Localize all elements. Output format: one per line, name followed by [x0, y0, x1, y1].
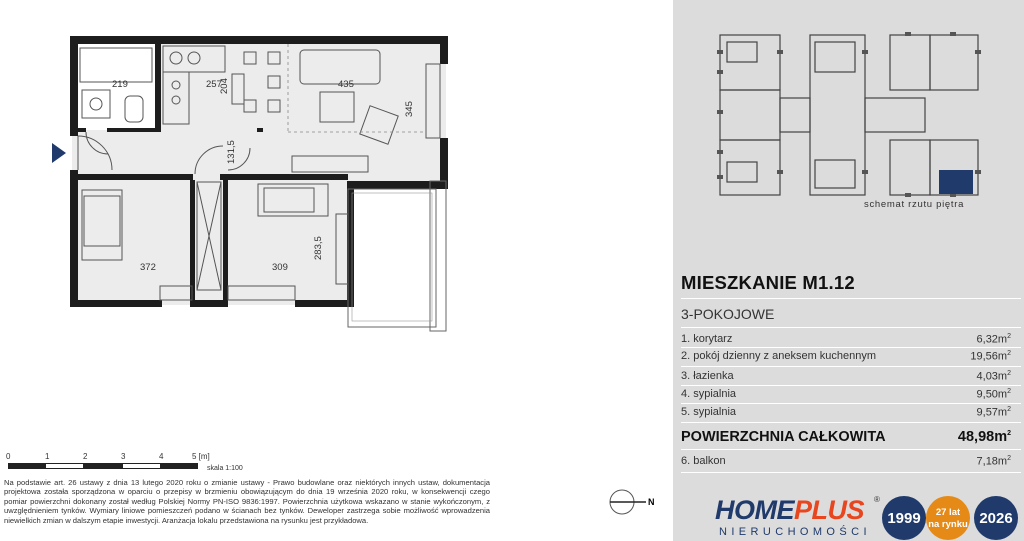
- scheme-caption: schemat rzutu piętra: [864, 199, 965, 210]
- divider: [681, 327, 1021, 328]
- scale-tick: 4: [159, 452, 164, 461]
- divider: [681, 449, 1021, 450]
- room-row: 5. sypialnia $9,57m^2$: [681, 406, 1011, 419]
- logo-subtitle: NIERUCHOMOŚCI: [719, 526, 871, 538]
- dim-bedroom2-width: 309: [272, 262, 288, 273]
- dim-kitchen-width: 257: [206, 79, 222, 90]
- scale-tick: 5 [m]: [192, 452, 210, 461]
- divider: [681, 422, 1021, 423]
- scale-tick: 0: [6, 452, 11, 461]
- room-area: 6,32m: [976, 333, 1008, 346]
- scale-label: skala 1:100: [207, 465, 243, 472]
- badge-current: 2026: [974, 496, 1018, 540]
- room-name: 3. łazienka: [681, 370, 734, 382]
- dim-living-depth: 345: [404, 101, 415, 117]
- dim-bedroom2-depth: 283,5: [313, 236, 324, 260]
- room-row: 4. sypialnia $9,50m^2$: [681, 388, 1011, 401]
- homeplus-logo: HOMEPLUS ® NIERUCHOMOŚCI: [715, 495, 880, 538]
- divider: [681, 403, 1021, 404]
- badge-since: 1999: [882, 496, 926, 540]
- dim-living-width: 435: [338, 79, 354, 90]
- total-area-row: POWIERZCHNIA CAŁKOWITA $48,98m^2$: [681, 429, 1011, 445]
- balcony-name: 6. balkon: [681, 455, 726, 467]
- divider: [681, 347, 1021, 348]
- legal-note: Na podstawie art. 26 ustawy z dnia 13 lutego 2020 roku o zmianie ustawy - Prawo budowlane oraz niektórych innych ustaw, dokumentacja projektowa została sporządzona w oparciu o przepisy w brzmieniu obowiązującym do dnia 19 września 2020 roku, w konsekwencji czego pomiar powierzchni dokonany został według Polskiej Normy PN-ISO 9836:1997. Powierzchnia użytkowa wskazano w stanie wykończonym, z uwzględnieniem tynków. Wymiary liniowe pomieszczeń podano w ścianach bez tynków. Deweloper zastrzega sobie możliwość wprowadzenia niewielkich zmian w dalszym etapie inwestycji. Aranżacja lokalu przedstawiona na rysunku jest przykładowa.: [4, 478, 490, 525]
- room-row: 3. łazienka $4,03m^2$: [681, 370, 1011, 383]
- dim-hall-length: 131,5: [226, 140, 237, 164]
- room-name: 5. sypialnia: [681, 406, 737, 418]
- badge-years: 27 lat na rynku: [926, 496, 970, 540]
- scale-tick: 2: [83, 452, 88, 461]
- divider: [681, 472, 1021, 473]
- dim-bathroom-width: 219: [112, 79, 128, 90]
- divider: [681, 366, 1021, 367]
- room-name: 2. pokój dzienny z aneksem kuchennym: [681, 350, 877, 362]
- scale-tick: 3: [121, 452, 126, 461]
- highlighted-unit: [939, 170, 973, 194]
- total-area: 48,98m: [957, 429, 1008, 445]
- divider: [681, 385, 1021, 386]
- apartment-type: 3-POKOJOWE: [681, 306, 775, 322]
- north-label: N: [648, 497, 655, 507]
- room-area: 19,56m: [970, 350, 1008, 363]
- dim-bedroom1-width: 372: [140, 262, 156, 273]
- divider: [681, 298, 1021, 299]
- total-label: POWIERZCHNIA CAŁKOWITA: [681, 429, 886, 445]
- room-area: 4,03m: [976, 370, 1008, 383]
- room-row: 2. pokój dzienny z aneksem kuchennym $19,56m^2$: [681, 350, 1011, 363]
- apartment-title: MIESZKANIE M1.12: [681, 272, 855, 293]
- balcony-area: 7,18m: [976, 455, 1008, 468]
- scale-bar-graphic: [8, 463, 198, 469]
- balcony-row: 6. balkon $7,18m^2$: [681, 455, 1011, 468]
- north-arrow-icon: [600, 478, 660, 528]
- dim-kitchen-depth: 204: [219, 78, 230, 94]
- room-row: 1. korytarz $6,32m^2$: [681, 333, 1011, 346]
- room-area: 9,57m: [976, 406, 1008, 419]
- floor-scheme: [715, 30, 983, 200]
- room-name: 1. korytarz: [681, 333, 733, 345]
- scale-tick: 1: [45, 452, 50, 461]
- room-name: 4. sypialnia: [681, 388, 737, 400]
- room-area: 9,50m: [976, 388, 1008, 401]
